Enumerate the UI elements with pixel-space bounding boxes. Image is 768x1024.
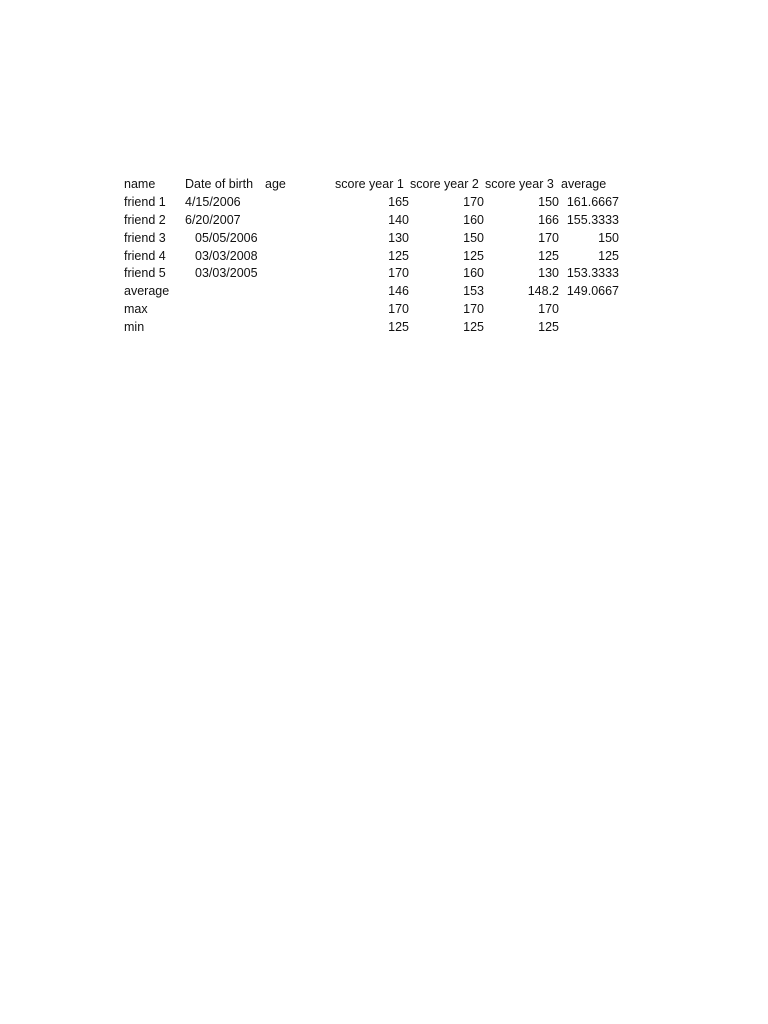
- header-age: age: [265, 177, 286, 191]
- cell-name: friend 4: [124, 248, 166, 263]
- cell-score-year-3: 130: [538, 266, 559, 281]
- cell-score-year-2: 160: [463, 212, 484, 227]
- cell-score-year-2: 125: [463, 320, 484, 335]
- cell-score-year-3: 170: [538, 230, 559, 245]
- cell-score-year-2: 153: [463, 284, 484, 299]
- cell-average: 161.6667: [566, 194, 619, 209]
- header-average: average: [561, 177, 607, 191]
- header-score-year-3: score year 3: [485, 177, 554, 191]
- cell-score-year-3: 125: [538, 320, 559, 335]
- header-score-year-2: score year 2: [410, 177, 479, 191]
- cell-score-year-1: 130: [388, 230, 409, 245]
- cell-average: 125: [598, 248, 619, 263]
- cell-score-year-3: 150: [538, 194, 559, 209]
- cell-score-year-3: 166: [538, 212, 559, 227]
- cell-score-year-1: 170: [388, 266, 409, 281]
- cell-average: 150: [598, 230, 619, 245]
- cell-score-year-2: 170: [463, 194, 484, 209]
- cell-score-year-1: 140: [388, 212, 409, 227]
- cell-score-year-2: 170: [463, 302, 484, 317]
- cell-score-year-2: 125: [463, 248, 484, 263]
- cell-name: friend 2: [124, 212, 166, 227]
- cell-name: average: [124, 284, 170, 299]
- cell-score-year-2: 160: [463, 266, 484, 281]
- cell-score-year-3: 125: [538, 248, 559, 263]
- cell-dob: 4/15/2006: [185, 194, 241, 209]
- cell-dob: 03/03/2005: [195, 266, 258, 281]
- cell-score-year-3: 170: [538, 302, 559, 317]
- cell-dob: 03/03/2008: [195, 248, 258, 263]
- header-name: name: [124, 177, 156, 191]
- cell-name: max: [124, 302, 148, 317]
- cell-score-year-2: 150: [463, 230, 484, 245]
- cell-dob: 05/05/2006: [195, 230, 258, 245]
- cell-score-year-1: 146: [388, 284, 409, 299]
- cell-average: 153.3333: [566, 266, 619, 281]
- cell-score-year-1: 165: [388, 194, 409, 209]
- cell-name: min: [124, 320, 145, 335]
- cell-score-year-1: 125: [388, 248, 409, 263]
- cell-name: friend 1: [124, 194, 166, 209]
- cell-average: 149.0667: [566, 284, 619, 299]
- cell-average: 155.3333: [566, 212, 619, 227]
- cell-score-year-1: 125: [388, 320, 409, 335]
- cell-dob: 6/20/2007: [185, 212, 241, 227]
- cell-name: friend 3: [124, 230, 166, 245]
- header-score-year-1: score year 1: [335, 177, 404, 191]
- cell-score-year-1: 170: [388, 302, 409, 317]
- header-dob: Date of birth: [185, 177, 254, 191]
- cell-score-year-3: 148.2: [527, 284, 559, 299]
- cell-name: friend 5: [124, 266, 166, 281]
